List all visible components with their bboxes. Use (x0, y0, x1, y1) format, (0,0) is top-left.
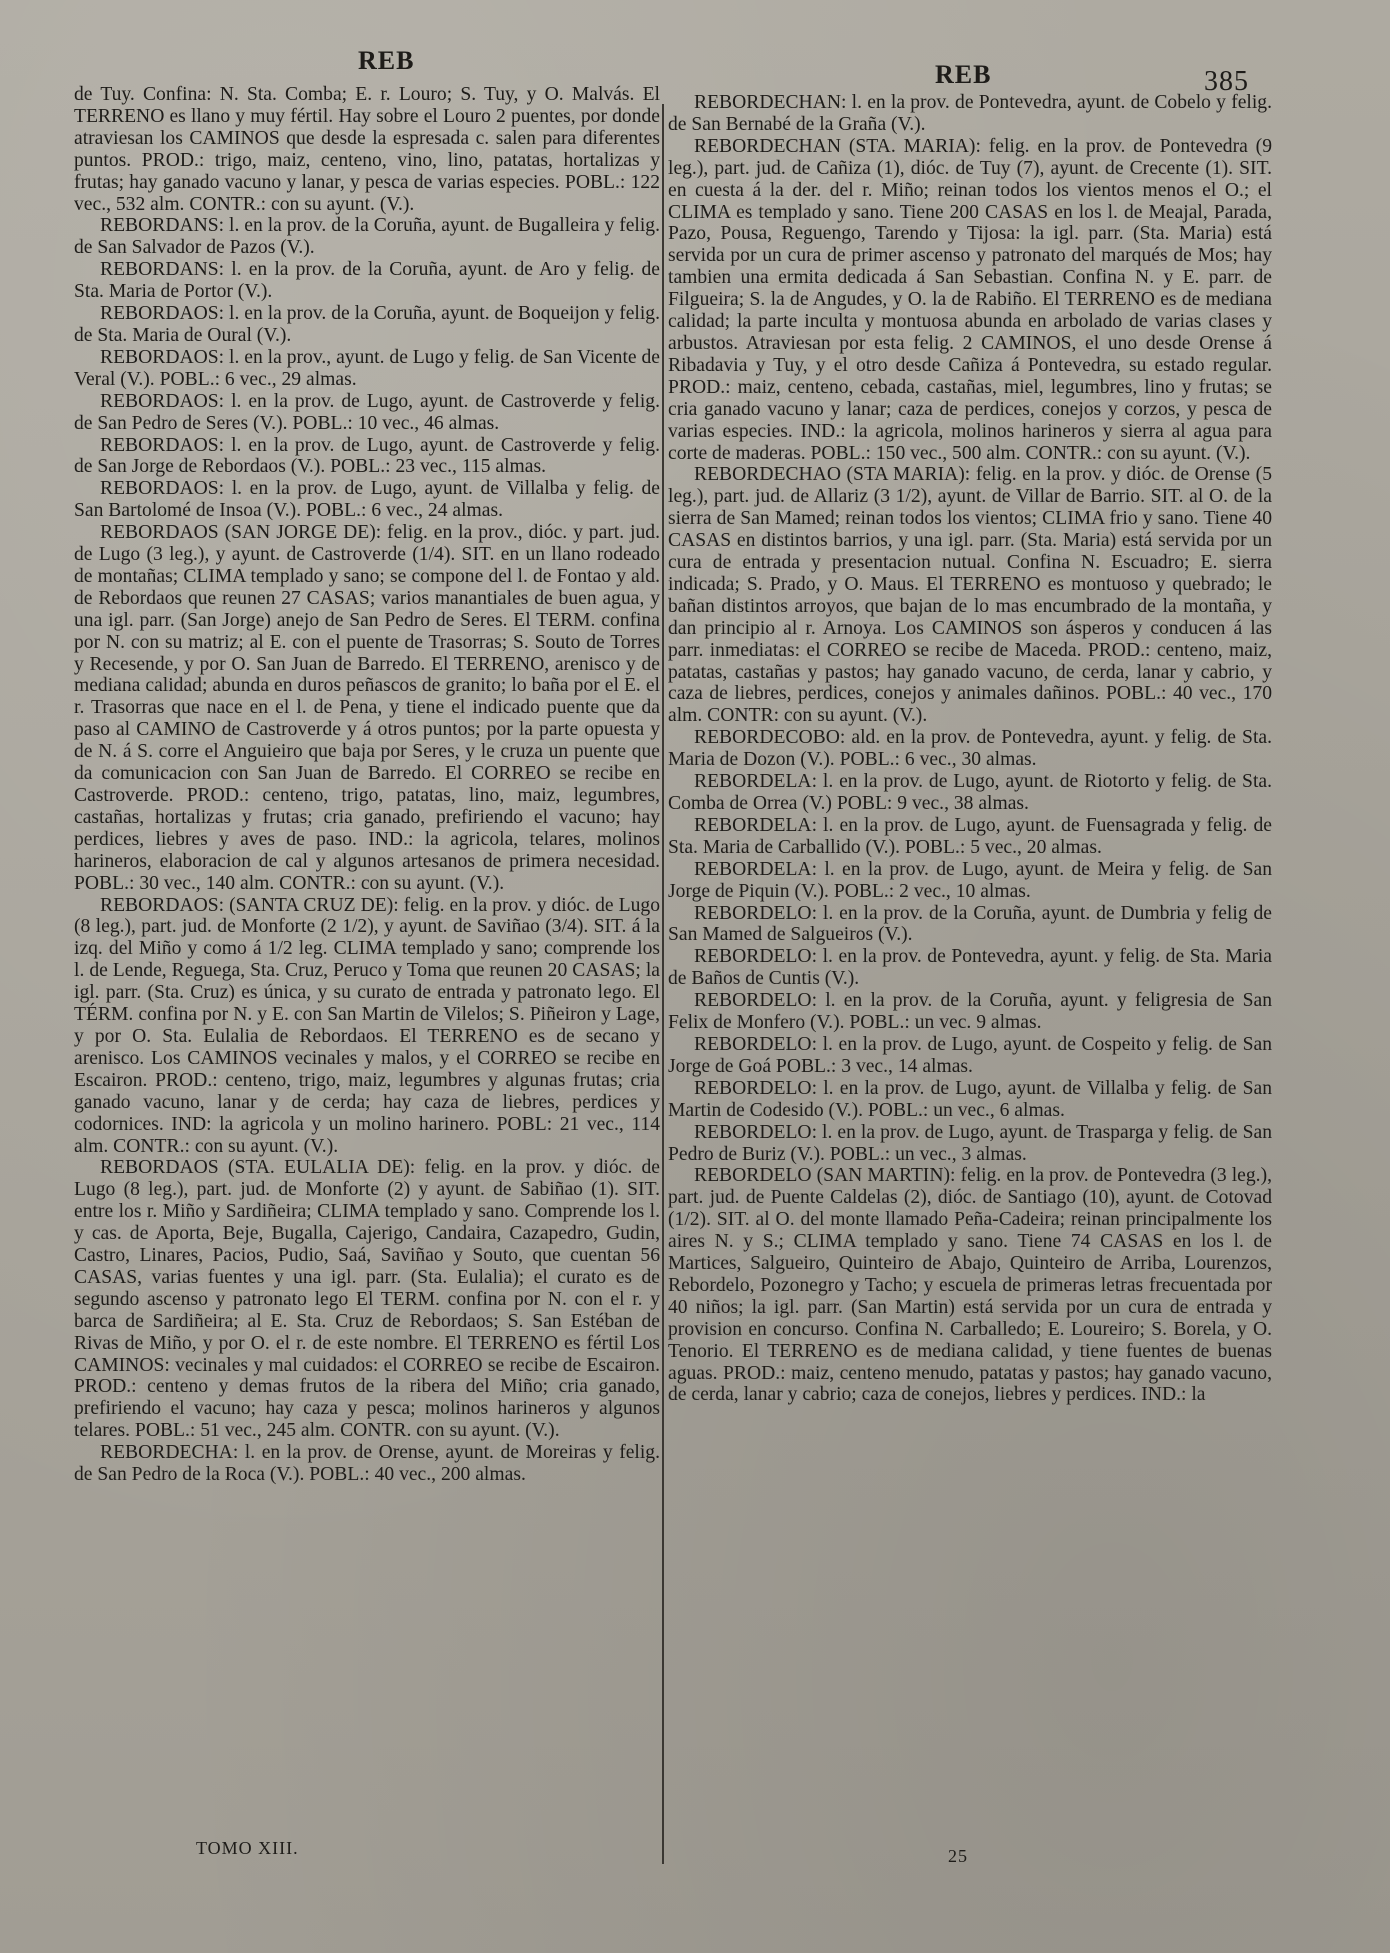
signature-mark: 25 (948, 1846, 968, 1866)
entry: REBORDECHAN: l. en la prov. de Pontevedra, ayunt. de Cobelo y felig. de San Bernabé de la Graña (V.). (668, 92, 1272, 135)
entry: REBORDAOS: l. en la prov. de la Coruña, ayunt. de Boqueijon y felig. de Sta. Maria de Oural (V.). (74, 303, 660, 346)
right-column (668, 92, 1272, 1406)
entry: de Tuy. Confina: N. Sta. Comba; E. r. Louro; S. Tuy, y O. Malvás. El TERRENO es llano y muy fértil. Hay sobre el Louro 2 puentes, por donde atraviesan los CAMINOS que desde la espresada c. salen para diferentes puntos. PROD.: trigo, maiz, centeno, vino, lino, patatas, hortalizas y frutas; hay ganado vacuno y lanar, y pesca de varias especies. POBL.: 122 vec., 532 alm. CONTR.: con su ayunt. (V.). (74, 84, 660, 215)
entry: REBORDAOS: l. en la prov. de Lugo, ayunt. de Castroverde y felig. de San Jorge de Rebordaos (V.). POBL.: 23 vec., 115 almas. (74, 434, 660, 478)
entry: REBORDELA: l. en la prov. de Lugo, ayunt. de Riotorto y felig. de Sta. Comba de Orrea (V.) POBL: 9 vec., 38 almas. (668, 771, 1272, 814)
entry: REBORDECHAO (STA MARIA): felig. en la prov. y dióc. de Orense (5 leg.), part. jud. de Allariz (3 1/2), ayunt. de Villar de Barrio. SIT. al O. de la sierra de San Mamed; reinan todos los vientos; CLIMA frio y sano. Tiene 40 CASAS en distintos barrios, y una igl. parr. (Sta. Maria) está servida por un cura de entrada y presentacion nutual. Confina N. Escuadro; E. sierra indicada; S. Prado, y O. Maus. El TERRENO es montuoso y quebrado; le bañan distintos arroyos, que bajan de lo mas encumbrado de la montaña, y dan principio al r. Arnoya. Los CAMINOS son ásperos y conducen á las parr. inmediatas: el CORREO se recibe de Maceda. PROD.: centeno, maiz, patatas, castañas y pastos; hay ganado vacuno, de cerda, lanar y cabrio, y caza de liebres, perdices, conejos y animales dañinos. POBL.: 40 vec., 170 alm. CONTR: con su ayunt. (V.). (668, 464, 1272, 727)
entry: REBORDECOBO: ald. en la prov. de Pontevedra, ayunt. y felig. de Sta. Maria de Dozon (V.). POBL.: 6 vec., 30 almas. (668, 727, 1272, 771)
left-column (74, 84, 660, 1486)
entry: REBORDAOS: l. en la prov. de Lugo, ayunt. de Villalba y felig. de San Bartolomé de Insoa (V.). POBL.: 6 vec., 24 almas. (74, 478, 660, 522)
entry: REBORDAOS (SAN JORGE DE): felig. en la prov., dióc. y part. jud. de Lugo (3 leg.), y ayunt. de Castroverde (1/4). SIT. en un llano rodeado de montañas; CLIMA templado y sano; se compone del l. de Fontao y ald. de Rebordaos que reunen 27 CASAS; varios manantiales de buen agua, y una igl. parr. (San Jorge) anejo de San Pedro de Seres. El TERM. confina por N. con su matriz; al E. con el puente de Trasorras; S. Souto de Torres y Recesende, y por O. San Juan de Barredo. El TERRENO, arenisco y de mediana calidad; abunda en duros peñascos de granito; lo baña por el E. el r. Trasorras que nace en el l. de Pena, y tiene el indicado puente que da paso al CAMINO de Castroverde y á otros puntos; por la parte opuesta y de N. á S. corre el Anguieiro que baja por Seres, y le cruza un puente que da comunicacion con San Juan de Barredo. El CORREO se recibe en Castroverde. PROD.: centeno, trigo, patatas, lino, maiz, legumbres, castañas, hortalizas y frutas; cria ganado, prefiriendo el vacuno; hay perdices, liebres y aves de paso. IND.: la agricola, telares, molinos harineros, elaboracion de cal y algunos artesanos de primera necesidad. POBL.: 30 vec., 140 alm. CONTR.: con su ayunt. (V.). (74, 522, 660, 894)
entry: REBORDAOS: l. en la prov., ayunt. de Lugo y felig. de San Vicente de Veral (V.). POBL.: 6 vec., 29 almas. (74, 346, 660, 390)
entry: REBORDELO (SAN MARTIN): felig. en la prov. de Pontevedra (3 leg.), part. jud. de Puente Caldelas (2), dióc. de Santiago (10), ayunt. de Cotovad (1/2). SIT. al O. del monte llamado Peña-Cadeira; reinan principalmente los aires N. y S.; CLIMA templado y sano. Tiene 74 CASAS en los l. de Martices, Salgueiro, Quinteiro de Abajo, Quinteiro de Arriba, Lourenzos, Rebordelo, Pozonegro y Tacho; y escuela de primeras letras frecuentada por 40 niños; la igl. parr. (San Martin) está servida por un cura de entrada y provision en concurso. Confina N. Carballedo; E. Loureiro; S. Borela, y O. Tenorio. El TERRENO es de mediana calidad, y tiene fuentes de buenas aguas. PROD.: maiz, centeno menudo, patatas y pastos; hay ganado vacuno, de cerda, lanar y cabrio; caza de conejos, liebres y perdices. IND.: la (668, 1165, 1272, 1406)
column-divider (662, 104, 664, 1864)
volume-label: TOMO XIII. (196, 1838, 299, 1858)
entry: REBORDELO: l. en la prov. de Lugo, ayunt. de Trasparga y felig. de San Pedro de Buriz (V.). POBL.: un vec., 3 almas. (668, 1121, 1272, 1165)
entry: REBORDECHA: l. en la prov. de Orense, ayunt. de Moreiras y felig. de San Pedro de la Roca (V.). POBL.: 40 vec., 200 almas. (74, 1442, 660, 1486)
right-running-head: REB (935, 60, 992, 89)
entry: REBORDECHAN (STA. MARIA): felig. en la prov. de Pontevedra (9 leg.), part. jud. de Cañiza (1), dióc. de Tuy (7), ayunt. de Crecente (1). SIT. en cuesta á la der. del r. Miño; reinan todos los vientos menos el O.; el CLIMA es templado y sano. Tiene 200 CASAS en los l. de Meajal, Parada, Pazo, Pousa, Reguengo, Tarendo y Tijosa: la igl. parr. (Sta. Maria) está servida por un cura de primer ascenso y patronato del marqués de Mos; hay tambien una ermita dedicada á San Sebastian. Confina N. y E. parr. de Filgueira; S. la de Angudes, y O. la de Rabiño. El TERRENO es de mediana calidad; la parte inculta y montuosa abunda en arbolado de varias clases y arbustos. Atraviesan por esta felig. 2 CAMINOS, el uno desde Orense á Ribadavia y Tuy, y el otro desde Cañiza á Pontevedra, su estado regular. PROD.: maiz, centeno, cebada, castañas, miel, legumbres, lino y frutas; se cria ganado vacuno y lanar; caza de perdices, conejos y corzos, y pesca de varias especies. IND.: la agricola, molinos harineros y sierra al agua para corte de maderas. POBL.: 150 vec., 500 alm. CONTR.: con su ayunt. (V.). (668, 135, 1272, 464)
entry: REBORDELO: l. en la prov. de Pontevedra, ayunt. y felig. de Sta. Maria de Baños de Cuntis (V.). (668, 946, 1272, 990)
entry: REBORDANS: l. en la prov. de la Coruña, ayunt. de Aro y felig. de Sta. Maria de Portor (V.). (74, 259, 660, 303)
entry: REBORDELO: l. en la prov. de la Coruña, ayunt. y feligresia de San Felix de Monfero (V.). POBL.: un vec. 9 almas. (668, 990, 1272, 1034)
entry: REBORDELO: l. en la prov. de la Coruña, ayunt. de Dumbria y felig de San Mamed de Salgueiros (V.). (668, 902, 1272, 946)
entry: REBORDELO: l. en la prov. de Lugo, ayunt. de Cospeito y felig. de San Jorge de Goá POBL.: 3 vec., 14 almas. (668, 1033, 1272, 1077)
entry: REBORDANS: l. en la prov. de la Coruña, ayunt. de Bugalleira y felig. de San Salvador de Pazos (V.). (74, 215, 660, 259)
page-number: 385 (1204, 66, 1249, 97)
left-running-head: REB (358, 46, 415, 75)
entry: REBORDAOS: l. en la prov. de Lugo, ayunt. de Castroverde y felig. de San Pedro de Seres (V.). POBL.: 10 vec., 46 almas. (74, 390, 660, 434)
entry: REBORDAOS (STA. EULALIA DE): felig. en la prov. y dióc. de Lugo (8 leg.), part. jud. de Monforte (2) y ayunt. de Sabiñao (1). SIT. entre los r. Miño y Sardiñeira; CLIMA templado y sano. Comprende los l. y cas. de Aporta, Beje, Bugalla, Cajerigo, Candaira, Cazapedro, Gudin, Castro, Linares, Pacios, Pudio, Saá, Saviñao y Souto, que cuentan 56 CASAS, varias fuentes y una igl. parr. (Sta. Eulalia); el curato es de segundo ascenso y patronato lego El TERM. confina por N. con el r. y barca de Sardiñeira; al E. Sta. Cruz de Rebordaos; S. San Estéban de Rivas de Miño, y por O. el r. de este nombre. El TERRENO es fértil Los CAMINOS: vecinales y mal cuidados: el CORREO se recibe de Escairon. PROD.: centeno y demas frutos de la ribera del Miño; cria ganado, prefiriendo el vacuno; hay caza y pesca; molinos harineros y algunos telares. POBL.: 51 vec., 245 alm. CONTR. con su ayunt. (V.). (74, 1157, 660, 1442)
entry: REBORDELO: l. en la prov. de Lugo, ayunt. de Villalba y felig. de San Martin de Codesido (V.). POBL.: un vec., 6 almas. (668, 1077, 1272, 1121)
entry: REBORDELA: l. en la prov. de Lugo, ayunt. de Meira y felig. de San Jorge de Piquin (V.). POBL.: 2 vec., 10 almas. (668, 858, 1272, 902)
entry: REBORDELA: l. en la prov. de Lugo, ayunt. de Fuensagrada y felig. de Sta. Maria de Carballido (V.). POBL.: 5 vec., 20 almas. (668, 814, 1272, 858)
entry: REBORDAOS: (SANTA CRUZ DE): felig. en la prov. y dióc. de Lugo (8 leg.), part. jud. de Monforte (2 1/2), y ayunt. de Saviñao (3/4). SIT. á la izq. del Miño y como á 1/2 leg. CLIMA templado y sano; comprende los l. de Lende, Reguega, Sta. Cruz, Peruco y Toma que reunen 20 CASAS; la igl. parr. (Sta. Cruz) es única, y su curato de entrada y patronato lego. El TÉRM. confina por N. y E. con San Martin de Vilelos; S. Piñeiron y Lage, y por O. Sta. Eulalia de Rebordaos. El TERRENO es de secano y arenisco. Los CAMINOS vecinales y malos, y el CORREO se recibe en Escairon. PROD.: centeno, trigo, maiz, legumbres y algunas frutas; cria ganado vacuno, lanar y de cerda; hay caza de liebres, perdices y codornices. IND: la agricola y un molino harinero. POBL: 21 vec., 114 alm. CONTR.: con su ayunt. (V.). (74, 894, 660, 1157)
